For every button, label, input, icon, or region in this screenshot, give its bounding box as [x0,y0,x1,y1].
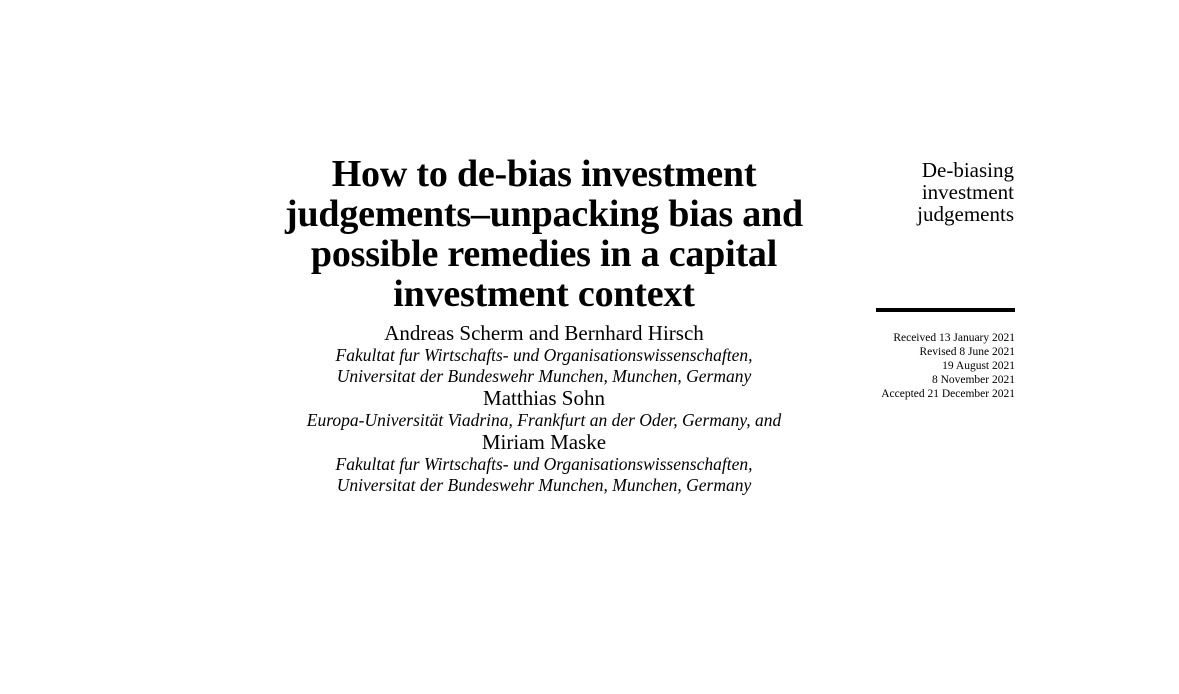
history-line: 19 August 2021 [942,360,1015,372]
author-affiliation: Europa-Universität Viadrina, Frankfurt an der Oder, Germany, and [306,410,782,430]
running-head [876,159,1014,225]
submission-history [860,331,1015,401]
author-affiliation: Fakultat fur Wirtschafts- und Organisationswissenschaften, [335,345,753,365]
article-title [246,154,842,314]
author-affiliation: Fakultat fur Wirtschafts- und Organisationswissenschaften, [335,454,753,474]
author-affiliation: Universitat der Bundeswehr Munchen, Munchen, Germany [336,366,752,386]
author-names: Andreas Scherm and Bernhard Hirsch [384,321,704,345]
author-names: Miriam Maske [481,430,607,454]
title-line: possible remedies in a capital [310,233,778,275]
divider-rule [876,308,1015,312]
author-list [246,322,842,496]
title-line: judgements–unpacking bias and [285,193,803,235]
history-line: Revised 8 June 2021 [919,346,1015,358]
article-header [246,154,842,496]
author-names: Matthias Sohn [483,386,605,410]
author-affiliation: Universitat der Bundeswehr Munchen, Munchen, Germany [336,475,752,495]
running-head-line: De-biasing [921,158,1014,182]
history-line: 8 November 2021 [931,374,1015,386]
history-line: Accepted 21 December 2021 [881,388,1015,400]
title-line: investment context [393,273,695,315]
history-line: Received 13 January 2021 [893,332,1015,344]
title-line: How to de-bias investment [331,153,757,195]
running-head-line: investment [921,180,1014,204]
running-head-line: judgements [917,202,1014,226]
